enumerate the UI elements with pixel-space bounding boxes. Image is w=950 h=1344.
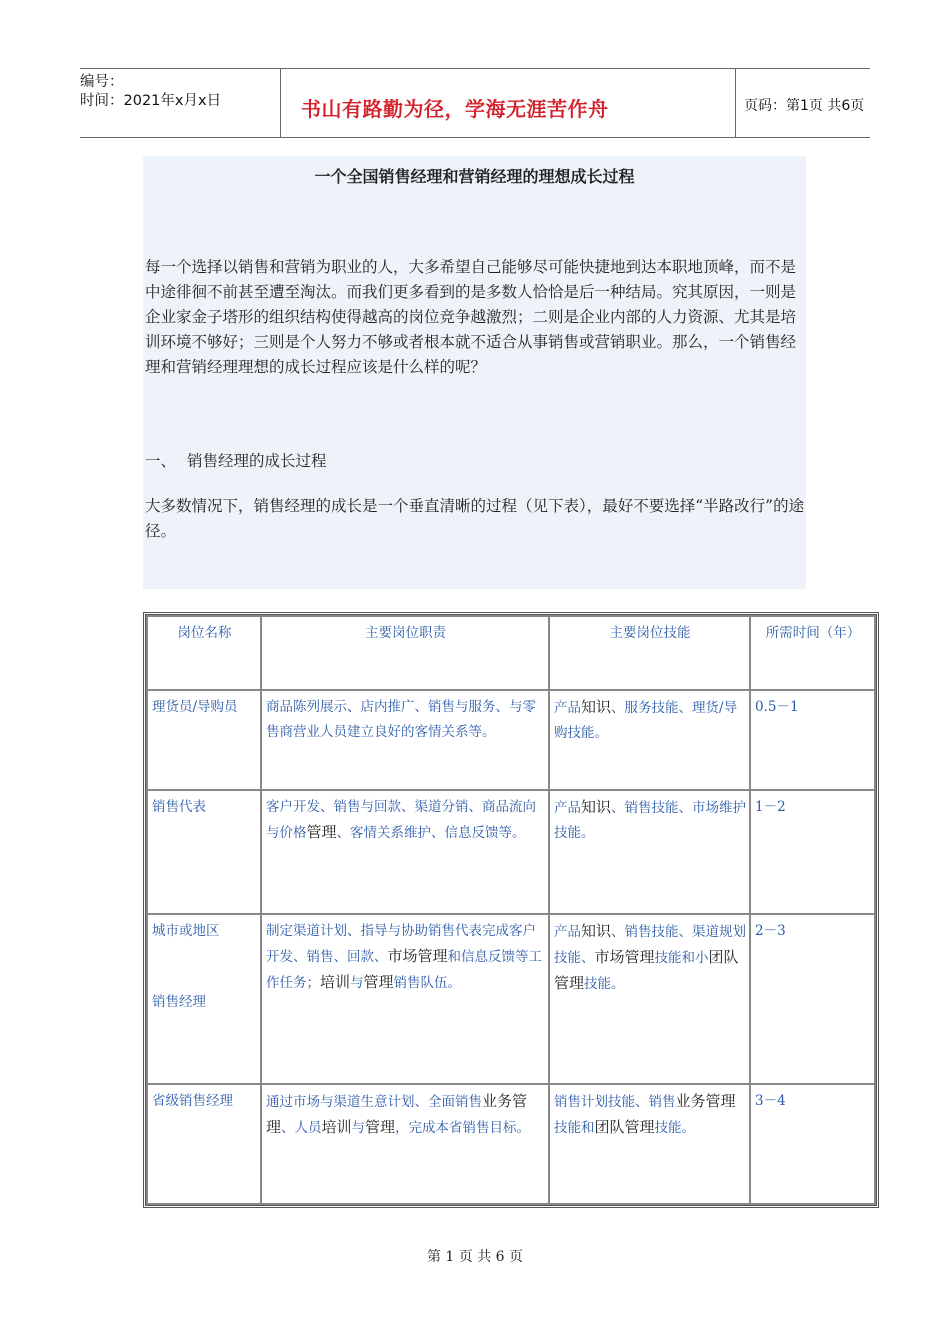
cell-time: 3－4 <box>750 1084 875 1204</box>
article-block <box>143 156 806 589</box>
cell-time: 0.5－1 <box>750 690 875 790</box>
cell-position: 城市或地区 销售经理 <box>147 914 261 1084</box>
table-header-row <box>147 616 875 690</box>
page-header <box>80 68 870 138</box>
cell-duties: 通过市场与渠道生意计划、全面销售业务管理、人员培训与管理，完成本省销售目标。 <box>261 1084 549 1204</box>
section-title: 销售经理的成长过程 <box>187 452 327 470</box>
header-left <box>80 69 280 141</box>
header-position: 岗位名称 <box>147 616 261 690</box>
table-row <box>147 1084 875 1204</box>
cell-duties: 商品陈列展示、店内推广、销售与服务、与零售商营业人员建立良好的客情关系等。 <box>261 690 549 790</box>
header-duties: 主要岗位职责 <box>261 616 549 690</box>
cell-skills: 产品知识、销售技能、市场维护技能。 <box>549 790 750 914</box>
number-label: 编号： <box>80 74 124 90</box>
header-page-cell <box>735 69 870 137</box>
table-row <box>147 690 875 790</box>
cell-skills: 销售计划技能、销售业务管理技能和团队管理技能。 <box>549 1084 750 1204</box>
cell-duties: 制定渠道计划、指导与协助销售代表完成客户开发、销售、回款、市场管理和信息反馈等工作任务；培训与管理销售队伍。 <box>261 914 549 1084</box>
page-label: 页码：第1页 共6页 <box>744 98 865 114</box>
section-number: 一、 <box>145 452 177 470</box>
cell-duties: 客户开发、销售与回款、渠道分销、商品流向与价格管理、客情关系维护、信息反馈等。 <box>261 790 549 914</box>
cell-time: 2－3 <box>750 914 875 1084</box>
cell-position: 理货员/导购员 <box>147 690 261 790</box>
table-row <box>147 790 875 914</box>
cell-position: 销售代表 <box>147 790 261 914</box>
section-heading <box>145 449 327 471</box>
header-motto-cell <box>280 69 736 137</box>
intro-paragraph: 每一个选择以销售和营销为职业的人，大多希望自己能够尽可能快捷地到达本职地顶峰，而不是中途徘徊不前甚至遭至淘汰。而我们更多看到的是多数人恰恰是后一种结局。究其原因，一则是企业家金子塔形的组织结构使得越高的岗位竞争越激烈；二则是企业内部的人力资源、尤其是培训环境不够好；三则是个人努力不够或者根本就不适合从事销售或营销职业。那么，一个销售经理和营销经理理想的成长过程应该是什么样的呢？ <box>145 258 797 376</box>
section-paragraph: 大多数情况下，销售经理的成长是一个垂直清晰的过程（见下表），最好不要选择“半路改行”的途径。 <box>145 497 805 540</box>
date-label: 时间：2021年x月x日 <box>80 93 222 109</box>
header-time: 所需时间（年） <box>750 616 875 690</box>
table-row <box>147 914 875 1084</box>
cell-time: 1－2 <box>750 790 875 914</box>
motto: 书山有路勤为径，学海无涯苦作舟 <box>301 97 609 121</box>
cell-position: 省级销售经理 <box>147 1084 261 1204</box>
article-title: 一个全国销售经理和营销经理的理想成长过程 <box>314 167 635 186</box>
cell-skills: 产品知识、服务技能、理货/导购技能。 <box>549 690 750 790</box>
career-table <box>143 612 879 1208</box>
page-footer: 第 1 页 共 6 页 <box>426 1249 524 1265</box>
header-skills: 主要岗位技能 <box>549 616 750 690</box>
cell-skills: 产品知识、销售技能、渠道规划技能、市场管理技能和小团队管理技能。 <box>549 914 750 1084</box>
